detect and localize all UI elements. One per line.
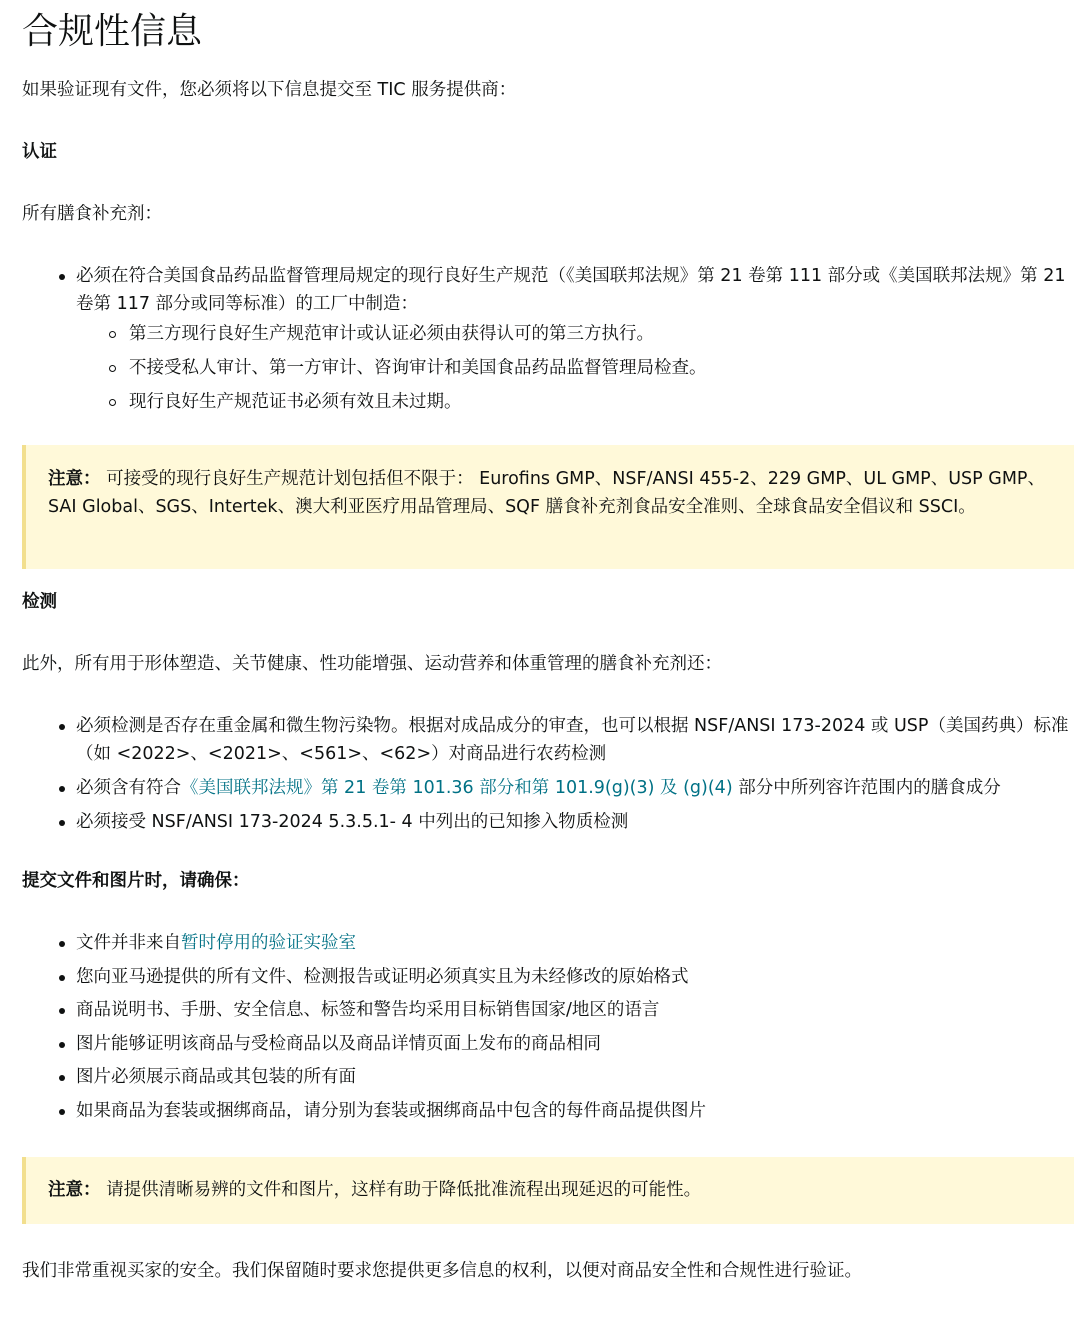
certification-subheading: 所有膳食补充剂： — [22, 204, 162, 224]
note-callout — [22, 1157, 1074, 1224]
list-item: 图片能够证明该商品与受检商品以及商品详情页面上发布的商品相同 — [22, 1030, 1074, 1058]
note-callout — [22, 445, 1074, 569]
list-item — [22, 774, 1074, 802]
list-item-text: 必须含有符合 — [76, 778, 181, 798]
submission-heading: 提交文件和图片时，请确保： — [22, 871, 250, 891]
note-label: 注意： — [48, 1180, 101, 1200]
certification-list — [22, 262, 1074, 416]
closing-text: 我们非常重视买家的安全。我们保留随时要求您提供更多信息的权利，以便对商品安全性和合规性进行验证。 — [22, 1261, 862, 1281]
sub-list-item: 现行良好生产规范证书必须有效且未过期。 — [22, 388, 1074, 416]
sub-list-item: 第三方现行良好生产规范审计或认证必须由获得认可的第三方执行。 — [22, 320, 1074, 348]
certification-heading: 认证 — [22, 142, 57, 162]
list-item: 必须检测是否存在重金属和微生物污染物。根据对成品成分的审查，也可以根据 NSF/ANSI 173-2024 或 USP（美国药典）标准（如 <2022>、<2021>、<561>、<62>）对商品进行农药检测 — [22, 712, 1074, 768]
testing-heading: 检测 — [22, 592, 57, 612]
page-title: 合规性信息 — [22, 11, 203, 52]
note-text: 可接受的现行良好生产规范计划包括但不限于： Eurofins GMP、NSF/ANSI 455-2、229 GMP、UL GMP、USP GMP、SAI Global、SGS、Intertek、澳大利亚医疗用品管理局、SQF 膳食补充剂食品安全准则、全球食品安全倡议和 SSCI。 — [48, 469, 1045, 517]
list-item: 商品说明书、手册、安全信息、标签和警告均采用目标销售国家/地区的语言 — [22, 996, 1074, 1024]
list-item-text: 必须在符合美国食品药品监督管理局规定的现行良好生产规范（《美国联邦法规》第 21 卷第 111 部分或《美国联邦法规》第 21 卷第 117 部分或同等标准）的工厂中制造： — [76, 266, 1066, 314]
list-item: 图片必须展示商品或其包装的所有面 — [22, 1063, 1074, 1091]
cfr-link[interactable]: 《美国联邦法规》第 21 卷第 101.36 部分和第 101.9(g)(3) 及 (g)(4) — [181, 778, 733, 798]
list-item-text: 部分中所列容许范围内的膳食成分 — [732, 778, 1001, 798]
submission-list — [22, 929, 1074, 1125]
note-text: 请提供清晰易辨的文件和图片，这样有助于降低批准流程出现延迟的可能性。 — [106, 1180, 702, 1200]
suspended-labs-link[interactable]: 暂时停用的验证实验室 — [181, 933, 356, 953]
sub-list-item: 不接受私人审计、第一方审计、咨询审计和美国食品药品监督管理局检查。 — [22, 354, 1074, 382]
list-item-text: 文件并非来自 — [76, 933, 181, 953]
testing-list — [22, 712, 1074, 836]
list-item — [22, 262, 1074, 416]
list-item: 如果商品为套装或捆绑商品，请分别为套装或捆绑商品中包含的每件商品提供图片 — [22, 1097, 1074, 1125]
list-item: 您向亚马逊提供的所有文件、检测报告或证明必须真实且为未经修改的原始格式 — [22, 963, 1074, 991]
note-label: 注意： — [48, 469, 101, 489]
list-item — [22, 929, 1074, 957]
list-item: 必须接受 NSF/ANSI 173-2024 5.3.5.1- 4 中列出的已知掺入物质检测 — [22, 808, 1074, 836]
intro-text: 如果验证现有文件，您必须将以下信息提交至 TIC 服务提供商： — [22, 80, 517, 100]
testing-intro: 此外，所有用于形体塑造、关节健康、性功能增强、运动营养和体重管理的膳食补充剂还： — [22, 654, 722, 674]
